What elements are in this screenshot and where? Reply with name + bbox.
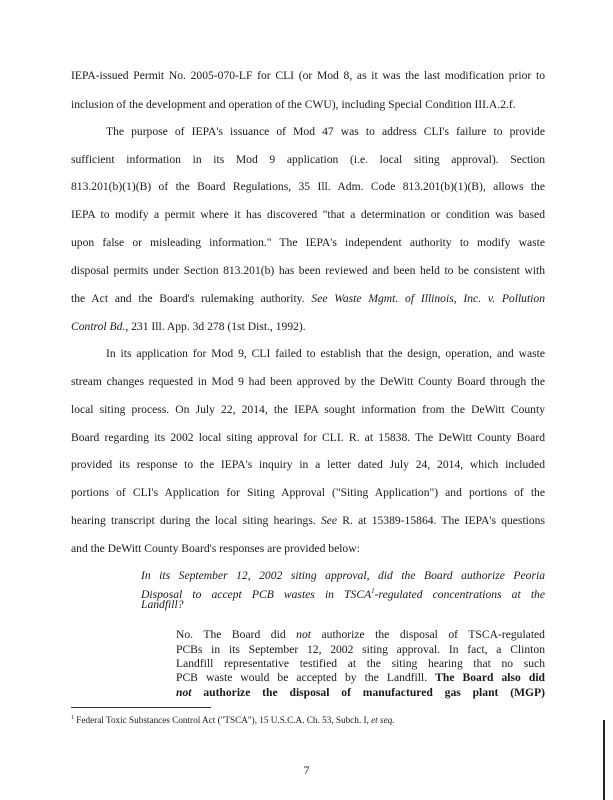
paragraph-3-line-2: stream changes requested in Mod 9 had been approved by the DeWitt County Board through the [71, 375, 545, 388]
paragraph-2-line-5: upon false or misleading information." The IEPA's independent authority to modify waste [71, 236, 545, 249]
paragraph-2-line-7 [71, 292, 545, 306]
paragraph-2-line-2: sufficient information in its Mod 9 application (i.e. local siting approval). Section [71, 153, 545, 166]
answer-line-1b: authorize the disposal of TSCA-regulated [310, 628, 545, 641]
citation-rest: , 231 Ill. App. 3d 278 (1st Dist., 1992). [125, 320, 306, 333]
footnote [71, 713, 395, 726]
question-line-1: In its September 12, 2002 siting approval, did the Board authorize Peoria [141, 569, 545, 582]
paragraph-3-line-8: and the DeWitt County Board's responses are provided below: [71, 542, 360, 555]
scan-edge-mark [603, 720, 611, 800]
answer-line-1a: No. The Board did [176, 628, 297, 641]
paragraph-3-line-6: portions of CLI's Application for Siting Approval ("Siting Application") and portions of the [71, 486, 545, 499]
citation-italic-2: Control Bd. [71, 320, 126, 333]
paragraph-3-line-7 [71, 514, 545, 528]
paragraph-3-line-5: provided its response to the IEPA's inquiry in a letter dated July 24, 2014, which included [71, 458, 545, 471]
paragraph-3-line-4: Board regarding its 2002 local siting approval for CLI. R. at 15838. The DeWitt County Board [71, 431, 545, 444]
paragraph-2-line-6: disposal permits under Section 813.201(b) has been reviewed and been held to be consistent with [71, 264, 545, 277]
paragraph-2-line-8 [71, 320, 545, 334]
answer-line-1 [176, 628, 545, 642]
answer-line-4b: The Board also did [435, 671, 545, 684]
paragraph-3-line-7-rest: R. at 15389-15864. The IEPA's questions [337, 514, 545, 527]
paragraph-2-line-1: The purpose of IEPA's issuance of Mod 47 was to address CLI's failure to provide [106, 125, 545, 138]
footnote-ref: 1 [371, 587, 375, 595]
paragraph-3-line-3: local siting process. On July 22, 2014, the IEPA sought information from the DeWitt County [71, 403, 545, 416]
see-italic: See [320, 514, 338, 527]
paragraph-2-line-4: IEPA to modify a permit where it has discovered "that a determination or condition was based [71, 208, 545, 221]
page-number: 7 [303, 764, 310, 777]
paragraph-1-line-2: inclusion of the development and operation of the CWU), including Special Condition III.A.2.f. [71, 98, 516, 111]
answer-line-4a: PCB waste would be accepted by the Landfill. [176, 671, 428, 684]
question-line-2b: -regulated concentrations at the [374, 587, 545, 601]
answer-not-italic: not [296, 628, 311, 641]
paragraph-2-line-7-text: the Act and the Board's rulemaking authority. [71, 292, 305, 305]
paragraph-1-line-1: IEPA-issued Permit No. 2005-070-LF for CLI (or Mod 8, as it was the last modification prior to [71, 69, 545, 82]
footnote-divider [71, 707, 211, 708]
answer-line-5 [176, 686, 545, 700]
answer-line-2: PCBs in its September 12, 2002 siting approval. In fact, a Clinton [176, 643, 545, 656]
footnote-text: Federal Toxic Substances Control Act ("TSCA"), 15 U.S.C.A. Ch. 53, Subch. I, [76, 715, 369, 726]
footnote-et-seq: et seq. [371, 715, 395, 726]
answer-line-5b: authorize the disposal of manufactured gas plant (MGP) [203, 686, 545, 699]
question-line-2a: Disposal to accept PCB wastes in TSCA [141, 587, 372, 601]
answer-line-5a: not [176, 686, 192, 699]
footnote-number: 1 [71, 715, 74, 721]
citation-italic: See Waste Mgmt. of Illinois, Inc. v. Pollution [311, 292, 546, 305]
paragraph-2-line-3: 813.201(b)(1)(B) of the Board Regulations, 35 Ill. Adm. Code 813.201(b)(1)(B), allows the [71, 180, 545, 193]
answer-line-4 [176, 671, 545, 685]
question-line-3: Landfill? [141, 598, 184, 611]
paragraph-3-line-7-text: hearing transcript during the local siting hearings. [71, 514, 316, 527]
answer-line-3: Landfill representative testified at the siting hearing that no such [176, 657, 545, 670]
paragraph-3-line-1: In its application for Mod 9, CLI failed to establish that the design, operation, and waste [106, 347, 545, 360]
